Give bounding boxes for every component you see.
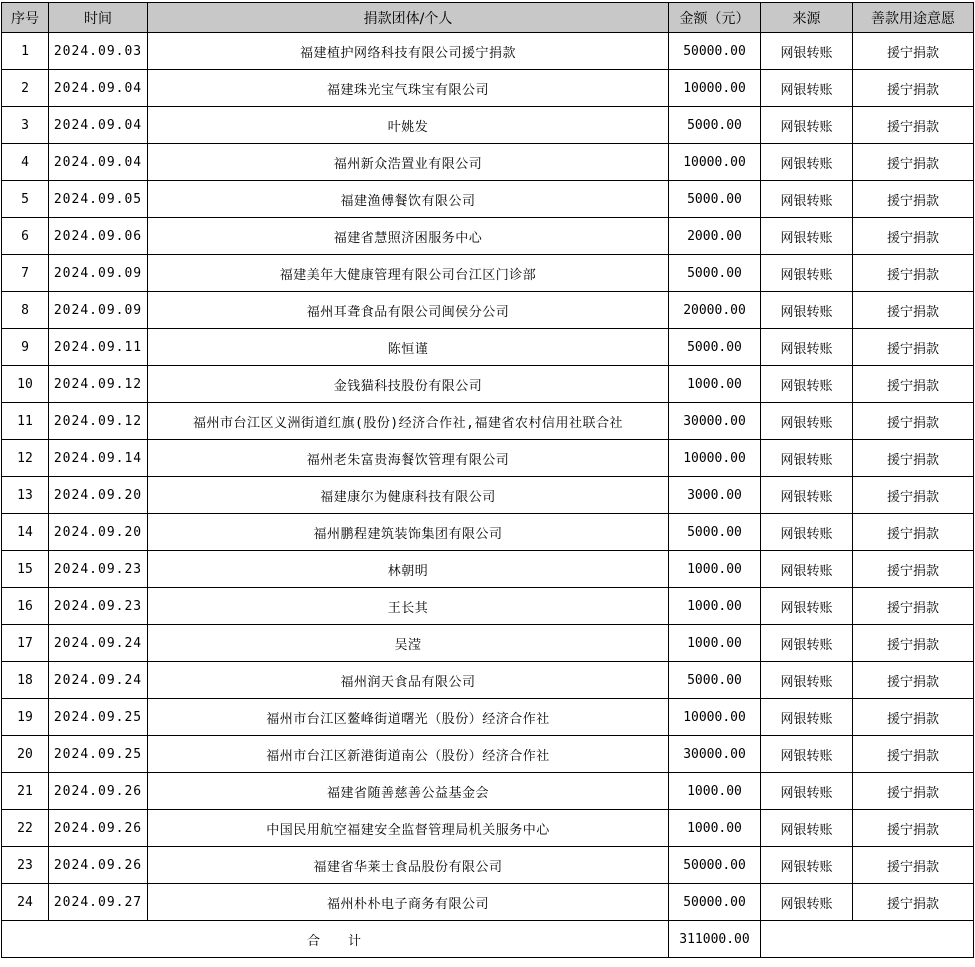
cell-amount: 3000.00 [669,477,761,514]
table-row [2,662,974,699]
table-row [2,144,974,181]
table-row [2,810,974,847]
cell-amount: 30000.00 [669,736,761,773]
cell-index: 16 [2,588,49,625]
table-row [2,440,974,477]
cell-index: 21 [2,773,49,810]
cell-purpose: 援宁捐款 [853,588,974,625]
cell-amount: 5000.00 [669,514,761,551]
cell-source: 网银转账 [761,218,853,255]
cell-source: 网银转账 [761,699,853,736]
table-row [2,477,974,514]
cell-source: 网银转账 [761,366,853,403]
cell-donor: 福建珠光宝气珠宝有限公司 [148,70,669,107]
cell-source: 网银转账 [761,884,853,921]
cell-purpose: 援宁捐款 [853,181,974,218]
cell-purpose: 援宁捐款 [853,773,974,810]
table-row [2,366,974,403]
table-row [2,107,974,144]
cell-purpose: 援宁捐款 [853,255,974,292]
cell-donor: 福州朴朴电子商务有限公司 [148,884,669,921]
cell-donor: 叶姚发 [148,107,669,144]
cell-purpose: 援宁捐款 [853,440,974,477]
cell-date: 2024.09.23 [49,551,148,588]
cell-index: 19 [2,699,49,736]
table-row [2,255,974,292]
cell-source: 网银转账 [761,440,853,477]
cell-amount: 5000.00 [669,107,761,144]
cell-purpose: 援宁捐款 [853,847,974,884]
cell-donor: 福建植护网络科技有限公司援宁捐款 [148,33,669,70]
cell-donor: 王长其 [148,588,669,625]
cell-date: 2024.09.20 [49,514,148,551]
cell-purpose: 援宁捐款 [853,218,974,255]
header-row [2,3,974,33]
cell-donor: 福建省随善慈善公益基金会 [148,773,669,810]
table-row [2,736,974,773]
cell-purpose: 援宁捐款 [853,736,974,773]
cell-index: 18 [2,662,49,699]
cell-purpose: 援宁捐款 [853,366,974,403]
cell-purpose: 援宁捐款 [853,662,974,699]
cell-purpose: 援宁捐款 [853,551,974,588]
cell-date: 2024.09.04 [49,70,148,107]
cell-date: 2024.09.11 [49,329,148,366]
cell-amount: 50000.00 [669,847,761,884]
cell-source: 网银转账 [761,255,853,292]
cell-date: 2024.09.26 [49,773,148,810]
table-row [2,847,974,884]
cell-source: 网银转账 [761,70,853,107]
cell-purpose: 援宁捐款 [853,33,974,70]
cell-donor: 福州市台江区新港街道南公（股份）经济合作社 [148,736,669,773]
cell-source: 网银转账 [761,625,853,662]
cell-donor: 福州耳聋食品有限公司闽侯分公司 [148,292,669,329]
cell-source: 网银转账 [761,847,853,884]
cell-amount: 10000.00 [669,144,761,181]
cell-index: 8 [2,292,49,329]
cell-donor: 福州市台江区鳌峰街道曙光（股份）经济合作社 [148,699,669,736]
cell-index: 15 [2,551,49,588]
cell-amount: 50000.00 [669,884,761,921]
cell-index: 4 [2,144,49,181]
cell-donor: 吴滢 [148,625,669,662]
column-header-index: 序号 [2,3,49,33]
cell-amount: 1000.00 [669,588,761,625]
cell-index: 2 [2,70,49,107]
cell-source: 网银转账 [761,181,853,218]
table-row [2,403,974,440]
cell-date: 2024.09.24 [49,625,148,662]
cell-amount: 1000.00 [669,810,761,847]
cell-date: 2024.09.23 [49,588,148,625]
cell-purpose: 援宁捐款 [853,107,974,144]
cell-purpose: 援宁捐款 [853,810,974,847]
cell-purpose: 援宁捐款 [853,514,974,551]
cell-date: 2024.09.12 [49,366,148,403]
total-label: 合 计 [2,921,669,958]
cell-amount: 50000.00 [669,33,761,70]
cell-date: 2024.09.09 [49,255,148,292]
table-row [2,551,974,588]
cell-date: 2024.09.26 [49,847,148,884]
cell-date: 2024.09.26 [49,810,148,847]
cell-index: 22 [2,810,49,847]
cell-donor: 福州鹏程建筑装饰集团有限公司 [148,514,669,551]
cell-donor: 福建省慧照济困服务中心 [148,218,669,255]
cell-date: 2024.09.14 [49,440,148,477]
cell-date: 2024.09.04 [49,107,148,144]
cell-donor: 福建省华莱士食品股份有限公司 [148,847,669,884]
cell-index: 7 [2,255,49,292]
total-empty-cell [761,921,974,958]
cell-date: 2024.09.25 [49,699,148,736]
cell-index: 12 [2,440,49,477]
cell-index: 6 [2,218,49,255]
cell-source: 网银转账 [761,329,853,366]
cell-index: 1 [2,33,49,70]
table-row [2,514,974,551]
cell-index: 24 [2,884,49,921]
cell-index: 11 [2,403,49,440]
cell-amount: 1000.00 [669,366,761,403]
cell-source: 网银转账 [761,773,853,810]
cell-amount: 10000.00 [669,699,761,736]
cell-source: 网银转账 [761,736,853,773]
column-header-donor: 捐款团体/个人 [148,3,669,33]
total-row [2,921,974,958]
cell-amount: 10000.00 [669,440,761,477]
cell-source: 网银转账 [761,33,853,70]
cell-amount: 10000.00 [669,70,761,107]
cell-source: 网银转账 [761,588,853,625]
total-amount: 311000.00 [669,921,761,958]
table-row [2,70,974,107]
column-header-purpose: 善款用途意愿 [853,3,974,33]
cell-amount: 20000.00 [669,292,761,329]
cell-amount: 5000.00 [669,662,761,699]
cell-purpose: 援宁捐款 [853,329,974,366]
table-body [2,33,974,921]
cell-source: 网银转账 [761,107,853,144]
cell-source: 网银转账 [761,551,853,588]
cell-date: 2024.09.20 [49,477,148,514]
cell-donor: 陈恒谨 [148,329,669,366]
cell-source: 网银转账 [761,403,853,440]
cell-index: 20 [2,736,49,773]
cell-amount: 5000.00 [669,181,761,218]
table-row [2,329,974,366]
cell-donor: 福州新众浩置业有限公司 [148,144,669,181]
cell-purpose: 援宁捐款 [853,699,974,736]
cell-index: 13 [2,477,49,514]
cell-date: 2024.09.06 [49,218,148,255]
cell-donor: 福州老朱富贵海餐饮管理有限公司 [148,440,669,477]
table-row [2,699,974,736]
column-header-amount: 金额（元） [669,3,761,33]
cell-amount: 1000.00 [669,551,761,588]
cell-amount: 2000.00 [669,218,761,255]
donation-table [1,2,974,958]
cell-purpose: 援宁捐款 [853,884,974,921]
table-row [2,33,974,70]
cell-date: 2024.09.24 [49,662,148,699]
cell-date: 2024.09.03 [49,33,148,70]
cell-donor: 福建美年大健康管理有限公司台江区门诊部 [148,255,669,292]
column-header-source: 来源 [761,3,853,33]
cell-donor: 福建渔傅餐饮有限公司 [148,181,669,218]
cell-date: 2024.09.05 [49,181,148,218]
cell-donor: 金钱猫科技股份有限公司 [148,366,669,403]
cell-source: 网银转账 [761,292,853,329]
cell-donor: 福州润天食品有限公司 [148,662,669,699]
cell-purpose: 援宁捐款 [853,292,974,329]
table-row [2,292,974,329]
cell-date: 2024.09.12 [49,403,148,440]
cell-donor: 福建康尔为健康科技有限公司 [148,477,669,514]
cell-source: 网银转账 [761,662,853,699]
cell-index: 14 [2,514,49,551]
cell-date: 2024.09.09 [49,292,148,329]
table-row [2,884,974,921]
cell-date: 2024.09.04 [49,144,148,181]
table-row [2,625,974,662]
cell-index: 23 [2,847,49,884]
cell-source: 网银转账 [761,514,853,551]
cell-amount: 30000.00 [669,403,761,440]
cell-amount: 1000.00 [669,625,761,662]
cell-purpose: 援宁捐款 [853,144,974,181]
cell-source: 网银转账 [761,477,853,514]
cell-date: 2024.09.25 [49,736,148,773]
cell-amount: 5000.00 [669,255,761,292]
cell-index: 10 [2,366,49,403]
cell-index: 17 [2,625,49,662]
table-row [2,588,974,625]
cell-purpose: 援宁捐款 [853,625,974,662]
cell-amount: 1000.00 [669,773,761,810]
cell-donor: 福州市台江区义洲街道红旗(股份)经济合作社,福建省农村信用社联合社 [148,403,669,440]
cell-purpose: 援宁捐款 [853,70,974,107]
cell-index: 3 [2,107,49,144]
cell-purpose: 援宁捐款 [853,403,974,440]
cell-donor: 中国民用航空福建安全监督管理局机关服务中心 [148,810,669,847]
cell-date: 2024.09.27 [49,884,148,921]
table-row [2,773,974,810]
cell-source: 网银转账 [761,144,853,181]
table-row [2,218,974,255]
cell-purpose: 援宁捐款 [853,477,974,514]
cell-amount: 5000.00 [669,329,761,366]
column-header-date: 时间 [49,3,148,33]
cell-source: 网银转账 [761,810,853,847]
table-row [2,181,974,218]
cell-donor: 林朝明 [148,551,669,588]
cell-index: 9 [2,329,49,366]
cell-index: 5 [2,181,49,218]
